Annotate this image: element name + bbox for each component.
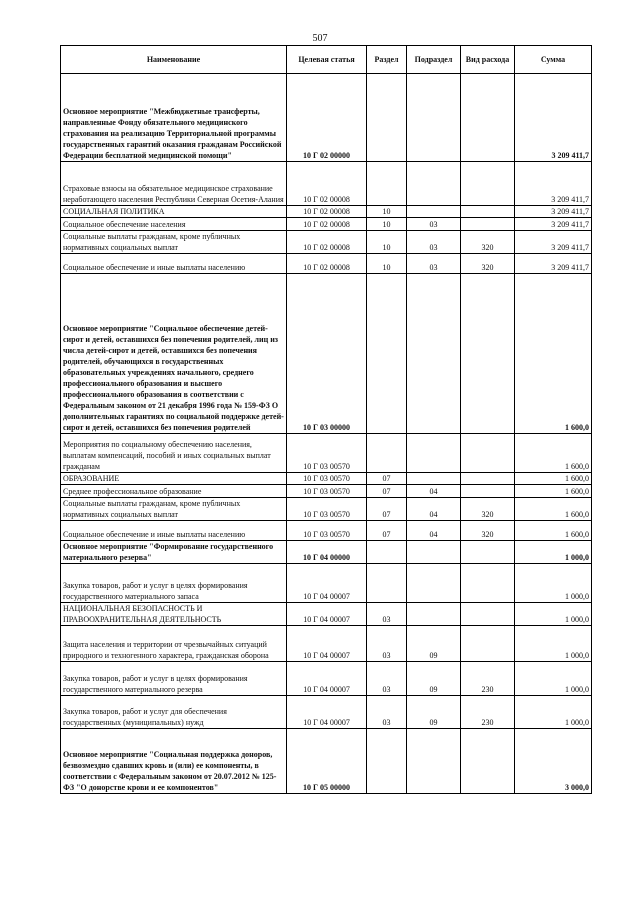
cell-subsection bbox=[407, 603, 461, 626]
cell-sum: 1 600,0 bbox=[515, 485, 592, 498]
cell-section bbox=[367, 274, 407, 434]
cell-subsection: 09 bbox=[407, 662, 461, 696]
table-row bbox=[61, 254, 592, 274]
cell-sum: 3 209 411,7 bbox=[515, 231, 592, 254]
column-header-sum: Сумма bbox=[515, 46, 592, 74]
cell-sum: 1 000,0 bbox=[515, 662, 592, 696]
cell-sum: 3 209 411,7 bbox=[515, 254, 592, 274]
cell-name: ОБРАЗОВАНИЕ bbox=[61, 473, 287, 485]
cell-exp-type bbox=[461, 473, 515, 485]
cell-name: Социальные выплаты гражданам, кроме публичных нормативных социальных выплат bbox=[61, 231, 287, 254]
table-row bbox=[61, 564, 592, 603]
cell-section: 03 bbox=[367, 603, 407, 626]
cell-exp-type bbox=[461, 626, 515, 662]
cell-subsection bbox=[407, 729, 461, 794]
table-row bbox=[61, 206, 592, 218]
cell-name: Социальные выплаты гражданам, кроме публичных нормативных социальных выплат bbox=[61, 498, 287, 521]
table-row bbox=[61, 218, 592, 231]
cell-sum: 1 000,0 bbox=[515, 564, 592, 603]
cell-section: 07 bbox=[367, 473, 407, 485]
cell-name: Среднее профессиональное образование bbox=[61, 485, 287, 498]
cell-sum: 1 000,0 bbox=[515, 696, 592, 729]
cell-exp-type bbox=[461, 729, 515, 794]
cell-exp-type: 230 bbox=[461, 696, 515, 729]
cell-name: Социальное обеспечение и иные выплаты населению bbox=[61, 521, 287, 541]
cell-sum: 3 000,0 bbox=[515, 729, 592, 794]
column-header-code: Целевая статья bbox=[287, 46, 367, 74]
cell-subsection: 04 bbox=[407, 485, 461, 498]
cell-name: Страховые взносы на обязательное медицинское страхование неработающего населения Республики Северная Осетия-Алания bbox=[61, 162, 287, 206]
cell-exp-type bbox=[461, 162, 515, 206]
cell-name: СОЦИАЛЬНАЯ ПОЛИТИКА bbox=[61, 206, 287, 218]
cell-exp-type: 320 bbox=[461, 231, 515, 254]
cell-name: Социальное обеспечение и иные выплаты населению bbox=[61, 254, 287, 274]
cell-subsection: 03 bbox=[407, 218, 461, 231]
cell-code: 10 Г 02 00000 bbox=[287, 74, 367, 162]
cell-sum: 3 209 411,7 bbox=[515, 206, 592, 218]
cell-code: 10 Г 03 00000 bbox=[287, 274, 367, 434]
column-header-exp-type: Вид расхода bbox=[461, 46, 515, 74]
cell-subsection bbox=[407, 541, 461, 564]
cell-name: Основное мероприятие "Социальная поддержка доноров, безвозмездно сдавших кровь и (или) ее компоненты, в соответствии с Федеральным законом от 20.07.2012 № 125-ФЗ "О донорстве крови и ее компонентов" bbox=[61, 729, 287, 794]
table-row bbox=[61, 626, 592, 662]
table-row bbox=[61, 603, 592, 626]
cell-sum: 1 600,0 bbox=[515, 521, 592, 541]
cell-sum: 1 600,0 bbox=[515, 434, 592, 473]
table-row bbox=[61, 473, 592, 485]
cell-name: Закупка товаров, работ и услуг для обеспечения государственных (муниципальных) нужд bbox=[61, 696, 287, 729]
cell-section: 10 bbox=[367, 231, 407, 254]
cell-subsection: 04 bbox=[407, 521, 461, 541]
table-row bbox=[61, 696, 592, 729]
cell-section bbox=[367, 162, 407, 206]
cell-exp-type bbox=[461, 274, 515, 434]
cell-exp-type bbox=[461, 206, 515, 218]
cell-name: Закупка товаров, работ и услуг в целях формирования государственного материального резерва bbox=[61, 662, 287, 696]
cell-exp-type: 230 bbox=[461, 662, 515, 696]
cell-exp-type bbox=[461, 218, 515, 231]
table-row bbox=[61, 498, 592, 521]
cell-code: 10 Г 04 00007 bbox=[287, 603, 367, 626]
column-header-name: Наименование bbox=[61, 46, 287, 74]
cell-name: Основное мероприятие "Социальное обеспечение детей-сирот и детей, оставшихся без попечения родителей, лиц из числа детей-сирот и детей, оставшихся без попечения родителей, обучающихся в государственных образовательных учреждениях начального, среднего профессионального образования и высшего профессионального образования в соответствии с Федеральным законом от 21 декабря 1996 года № 159-ФЗ О дополнительных гарантиях по социальной поддержке детей-сирот и детей, оставшихся без попечения родителей bbox=[61, 274, 287, 434]
cell-sum: 1 000,0 bbox=[515, 626, 592, 662]
cell-code: 10 Г 04 00007 bbox=[287, 696, 367, 729]
table-row bbox=[61, 162, 592, 206]
cell-code: 10 Г 04 00007 bbox=[287, 662, 367, 696]
cell-exp-type bbox=[461, 434, 515, 473]
cell-sum: 1 000,0 bbox=[515, 541, 592, 564]
cell-section: 07 bbox=[367, 485, 407, 498]
table-row bbox=[61, 274, 592, 434]
cell-name: Закупка товаров, работ и услуг в целях формирования государственного материального запаса bbox=[61, 564, 287, 603]
table-row bbox=[61, 541, 592, 564]
cell-subsection bbox=[407, 74, 461, 162]
budget-table bbox=[60, 45, 592, 794]
cell-section: 07 bbox=[367, 521, 407, 541]
cell-section bbox=[367, 729, 407, 794]
cell-section: 10 bbox=[367, 254, 407, 274]
cell-sum: 3 209 411,7 bbox=[515, 162, 592, 206]
cell-code: 10 Г 03 00570 bbox=[287, 498, 367, 521]
cell-code: 10 Г 02 00008 bbox=[287, 162, 367, 206]
cell-subsection bbox=[407, 564, 461, 603]
table-row bbox=[61, 662, 592, 696]
table-row bbox=[61, 74, 592, 162]
cell-name: Основное мероприятие "Формирование государственного материального резерва" bbox=[61, 541, 287, 564]
cell-subsection bbox=[407, 434, 461, 473]
cell-exp-type bbox=[461, 74, 515, 162]
table-header-row bbox=[61, 46, 592, 74]
cell-subsection: 03 bbox=[407, 231, 461, 254]
cell-sum: 1 000,0 bbox=[515, 603, 592, 626]
cell-section: 03 bbox=[367, 662, 407, 696]
cell-name: Мероприятия по социальному обеспечению населения, выплатам компенсаций, пособий и иных социальных выплат гражданам bbox=[61, 434, 287, 473]
cell-subsection: 04 bbox=[407, 498, 461, 521]
cell-subsection: 03 bbox=[407, 254, 461, 274]
cell-code: 10 Г 05 00000 bbox=[287, 729, 367, 794]
page-number: 507 bbox=[312, 33, 328, 44]
cell-section: 10 bbox=[367, 206, 407, 218]
cell-sum: 1 600,0 bbox=[515, 498, 592, 521]
cell-section: 07 bbox=[367, 498, 407, 521]
table-row bbox=[61, 485, 592, 498]
cell-section: 03 bbox=[367, 696, 407, 729]
cell-section bbox=[367, 74, 407, 162]
table-row bbox=[61, 521, 592, 541]
cell-code: 10 Г 04 00007 bbox=[287, 564, 367, 603]
cell-exp-type bbox=[461, 541, 515, 564]
column-header-section: Раздел bbox=[367, 46, 407, 74]
cell-exp-type bbox=[461, 564, 515, 603]
cell-code: 10 Г 04 00007 bbox=[287, 626, 367, 662]
cell-section bbox=[367, 564, 407, 603]
cell-code: 10 Г 03 00570 bbox=[287, 485, 367, 498]
cell-code: 10 Г 04 00000 bbox=[287, 541, 367, 564]
cell-exp-type bbox=[461, 485, 515, 498]
cell-sum: 1 600,0 bbox=[515, 473, 592, 485]
cell-subsection: 09 bbox=[407, 626, 461, 662]
cell-code: 10 Г 03 00570 bbox=[287, 473, 367, 485]
cell-code: 10 Г 02 00008 bbox=[287, 231, 367, 254]
cell-section: 10 bbox=[367, 218, 407, 231]
cell-exp-type: 320 bbox=[461, 521, 515, 541]
cell-code: 10 Г 02 00008 bbox=[287, 218, 367, 231]
cell-exp-type: 320 bbox=[461, 498, 515, 521]
cell-code: 10 Г 02 00008 bbox=[287, 254, 367, 274]
cell-subsection bbox=[407, 473, 461, 485]
cell-exp-type: 320 bbox=[461, 254, 515, 274]
cell-section bbox=[367, 434, 407, 473]
cell-name: Основное мероприятие "Межбюджетные трансферты, направленные Фонду обязательного медицинского страхования на реализацию Территориальной программы государственных гарантий оказания гражданам Российской Федерации бесплатной медицинской помощи" bbox=[61, 74, 287, 162]
cell-code: 10 Г 02 00008 bbox=[287, 206, 367, 218]
table-row bbox=[61, 729, 592, 794]
cell-exp-type bbox=[461, 603, 515, 626]
cell-subsection bbox=[407, 162, 461, 206]
column-header-subsection: Подраздел bbox=[407, 46, 461, 74]
cell-subsection bbox=[407, 206, 461, 218]
cell-code: 10 Г 03 00570 bbox=[287, 434, 367, 473]
cell-name: Защита населения и территории от чрезвычайных ситуаций природного и техногенного характера, гражданская оборона bbox=[61, 626, 287, 662]
cell-code: 10 Г 03 00570 bbox=[287, 521, 367, 541]
table-row bbox=[61, 231, 592, 254]
cell-name: Социальное обеспечение населения bbox=[61, 218, 287, 231]
cell-section bbox=[367, 541, 407, 564]
cell-sum: 1 600,0 bbox=[515, 274, 592, 434]
table-row bbox=[61, 434, 592, 473]
cell-subsection: 09 bbox=[407, 696, 461, 729]
cell-sum: 3 209 411,7 bbox=[515, 218, 592, 231]
cell-sum: 3 209 411,7 bbox=[515, 74, 592, 162]
cell-name: НАЦИОНАЛЬНАЯ БЕЗОПАСНОСТЬ И ПРАВООХРАНИТЕЛЬНАЯ ДЕЯТЕЛЬНОСТЬ bbox=[61, 603, 287, 626]
cell-subsection bbox=[407, 274, 461, 434]
cell-section: 03 bbox=[367, 626, 407, 662]
